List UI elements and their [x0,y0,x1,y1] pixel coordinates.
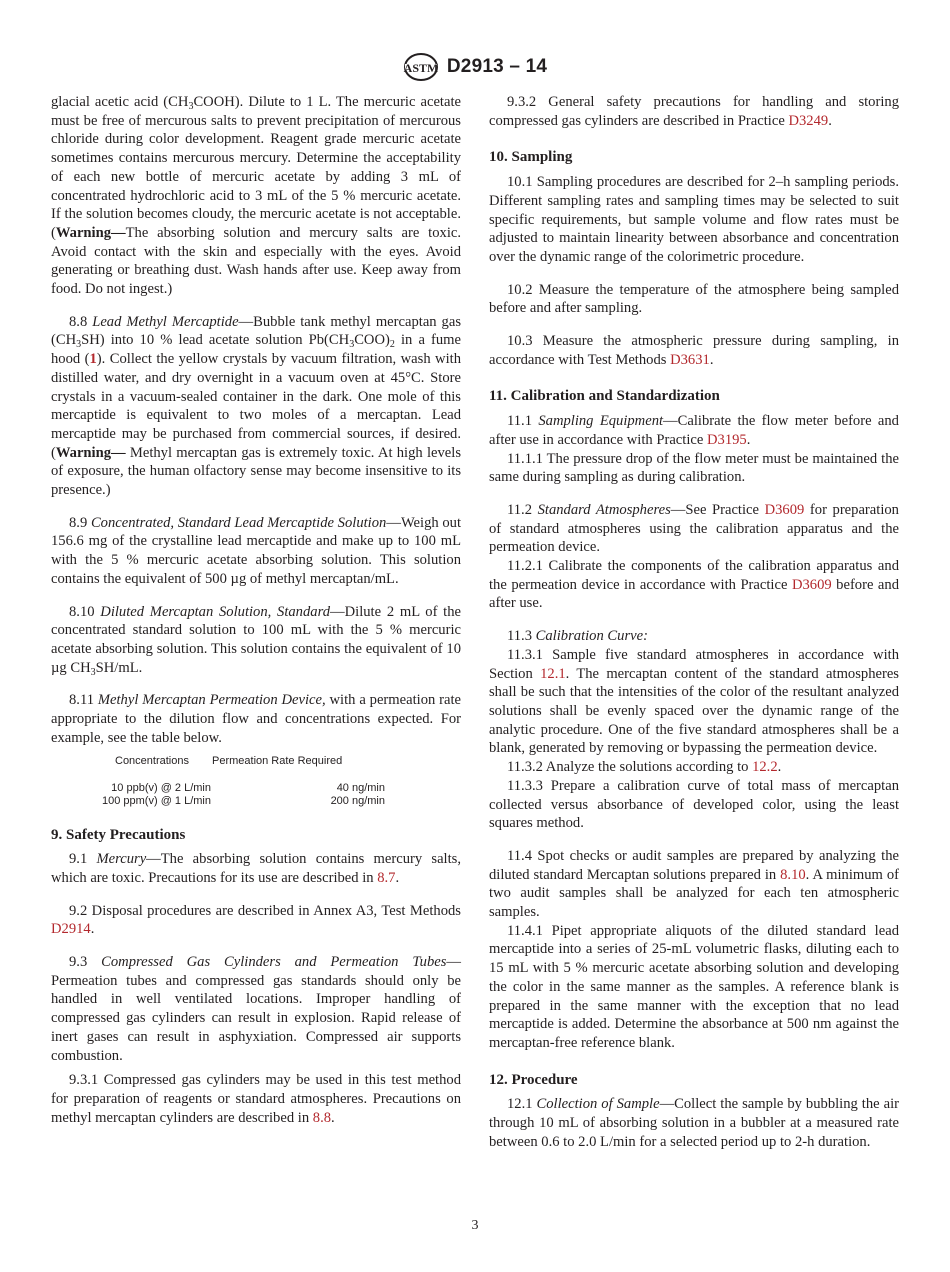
paragraph-11-2: 11.2 Standard Atmospheres—See Practice D3609 for preparation of standard atmospheres using the calibration apparatus and the permeation device. [489,501,899,556]
paragraph-9-2: 9.2 Disposal procedures are described in Annex A3, Test Methods D2914. [51,902,461,938]
link-d2914[interactable]: D2914 [51,921,91,938]
paragraph-11-3: 11.3 Calibration Curve: [507,628,648,645]
right-column [489,93,899,1151]
paragraph-11-4-1: 11.4.1 Pipet appropriate aliquots of the diluted standard lead mercaptide into a series of 25-mL volumetric flasks, diluting each to 15 mL with 5 % mercuric acetate absorbing solution and developing the color in the same manner as the samples. A reference blank is prepared in the same manner with the exception that no lead mercaptide is added. Determine the absorbance at 500 nm against the mercaptan-free reference blank. [489,922,899,1051]
paragraph-11-4: 11.4 Spot checks or audit samples are prepared by analyzing the diluted standard Mercaptan solutions prepared in 8.10. A minimum of two audit samples shall be analyzed for each ten atmospheric samples. [489,847,899,921]
section-heading-12: 12. Procedure [489,1071,578,1088]
paragraph-11-1: 11.1 Sampling Equipment—Calibrate the flow meter before and after use in accordance with Practice D3195. [489,413,899,448]
paragraph-10-3: 10.3 Measure the atmospheric pressure during sampling, in accordance with Test Methods D3631. [489,333,899,368]
link-d3631[interactable]: D3631 [670,351,710,368]
table-row: 100 ppm(v) @ 1 L/min 200 ng/min [102,794,385,807]
paragraph-9-3-2: 9.3.2 General safety precautions for handling and storing compressed gas cylinders are described in Practice D3249. [489,94,899,129]
link-d3195[interactable]: D3195 [706,431,747,448]
paragraph-8-7-continued: glacial acetic acid $(CH_3COOH)$. Dilute to 1 L. The mercuric acetate must be free of mercurous salts to prevent precipitation of mercurous chloride during color development. Reagent grade mercuric acetate sometimes contains mercurous mercury. Determine the acceptability of each new bottle of mercuric acetate by adding 3 mL of concentrated hydrochloric acid to 3 mL of the 5 % mercuric acetate. If the solution becomes cloudy, the mercuric acetate is not acceptable. (Warning—The absorbing solution and mercury salts are toxic. Avoid contact with the skin and especially with the eyes. Avoid generating or breathing dust. Wash hands after use. Keep away from food. Do not ingest.) [51,94,461,298]
link-12-2[interactable]: 12.2 [752,759,778,776]
paragraph-8-11: 8.11 Methyl Mercaptan Permeation Device, with a permeation rate appropriate to the dilution flow and concentrations expected. For example, see the table below. [51,692,462,746]
paragraph-9-1: 9.1 Mercury—The absorbing solution contains mercury salts, which are toxic. Precautions for its use are described in 8.7. [51,851,461,886]
paragraph-8-9: 8.9 Concentrated, Standard Lead Mercaptide Solution—Weigh out 156.6 mg of the crystalline lead mercaptide and make up to 100 mL with the 5 % mercuric acetate absorbing solution. This solution contains the equivalent of 500 µg of methyl mercaptan/mL. [51,514,462,587]
link-12-1[interactable]: 12.1 [540,665,566,682]
paragraph-11-3-2: 11.3.2 Analyze the solutions according to 12.2. [507,759,782,776]
link-d3609[interactable]: D3609 [764,501,805,518]
paragraph-11-3-1: 11.3.1 Sample five standard atmospheres in accordance with Section 12.1. The mercaptan content of the standard atmospheres shall be such that the intensities of the color of the resultant analyzed solutions shall be evenly spaced over the dynamic range of the analytic procedure. One of the five standard atmospheres shall be a blank, generated by removing or bypassing the permeation device. [489,646,899,757]
left-column [51,93,461,1127]
paragraph-11-1-1: 11.1.1 The pressure drop of the flow meter must be maintained the same during sampling as during calibration. [489,450,899,486]
link-8-7[interactable]: 8.7 [377,869,396,886]
reference-link-1[interactable]: 1 [89,351,97,368]
paragraph-11-3-3: 11.3.3 Prepare a calibration curve of total mass of mercaptan collected versus absorbance of developed color, using the least squares method. [489,777,899,832]
table-header-concentrations: Concentrations [115,754,189,767]
paragraph-9-3: 9.3 Compressed Gas Cylinders and Permeation Tubes—Permeation tubes and compressed gas standards should only be handled in well ventilated locations. Improper handling of compressed gas cylinders can result in explosion. Rapid release of inert gases can result in asphyxiation. Compressed air supports combustion. [51,954,462,1064]
paragraph-8-10: 8.10 Diluted Mercaptan Solution, Standard—Dilute 2 mL of the concentrated standard solution to 100 mL with the 5 % mercuric acetate absorbing solution. This solution contains the equivalent of 10 µg $CH_3SH/mL$. [51,603,462,678]
page-header [0,52,950,82]
paragraph-11-2-1: 11.2.1 Calibrate the components of the calibration apparatus and the permeation device in accordance with Practice D3609 before and after use. [489,558,900,612]
document-id: D2913 – 14 [446,56,548,77]
astm-logo-icon [403,52,439,82]
link-d3249[interactable]: D3249 [788,112,829,129]
link-8-8[interactable]: 8.8 [312,1109,332,1126]
table-row: 10 ppb(v) @ 2 L/min 40 ng/min [111,781,385,794]
paragraph-10-1: 10.1 Sampling procedures are described for 2–h sampling periods. Different sampling rates and sampling times may be selected to suit specific requirements, but sample volume and flow rates must be adjusted to maintain linearity between absorbance and concentration over the dynamic range of the colorimetric procedure. [489,174,899,265]
paragraph-12-1: 12.1 Collection of Sample—Collect the sample by bubbling the air through 10 mL of absorbing solution in a bubbler at a measured rate between 0.6 to 2.0 L/min for a selected period up to 2-h duration. [489,1096,899,1150]
link-8-10[interactable]: 8.10 [780,866,806,883]
link-d3609[interactable]: D3609 [791,576,832,593]
permeation-rate-table [51,754,461,808]
svg-text:ASTM: ASTM [403,61,439,75]
paragraph-8-8: 8.8 Lead Methyl Mercaptide—Bubble tank methyl mercaptan gas $(CH_3SH)$ into 10 % lead acetate solution $Pb(CH_3COO)_2$ in a fume hood (1). Collect the yellow crystals by vacuum filtration, wash with distilled water, and dry overnight in a vacuum oven at 45°C. Store crystals in a vacuum-sealed container in the dark. One mole of this mercaptide is equivalent to two moles of a mercaptan. Lead mercaptide may be purchased from commercial sources, if desired. (Warning— Methyl mercaptan gas is extremely toxic. At high levels of exposure, the human olfactory sense may become insensitive to its presence.) [51,313,462,499]
paragraph-9-3-1: 9.3.1 Compressed gas cylinders may be used in this test method for preparation of reagents or standard atmospheres. Precautions on methyl mercaptan cylinders are described in 8.8. [51,1072,461,1126]
section-heading-9: 9. Safety Precautions [51,826,186,843]
page-number: 3 [471,1218,479,1233]
section-heading-10: 10. Sampling [489,149,573,166]
section-heading-11: 11. Calibration and Standardization [489,388,720,405]
paragraph-10-2: 10.2 Measure the temperature of the atmosphere being sampled before and after sampling. [489,281,899,317]
table-header-permeation-rate: Permeation Rate Required [212,754,343,767]
